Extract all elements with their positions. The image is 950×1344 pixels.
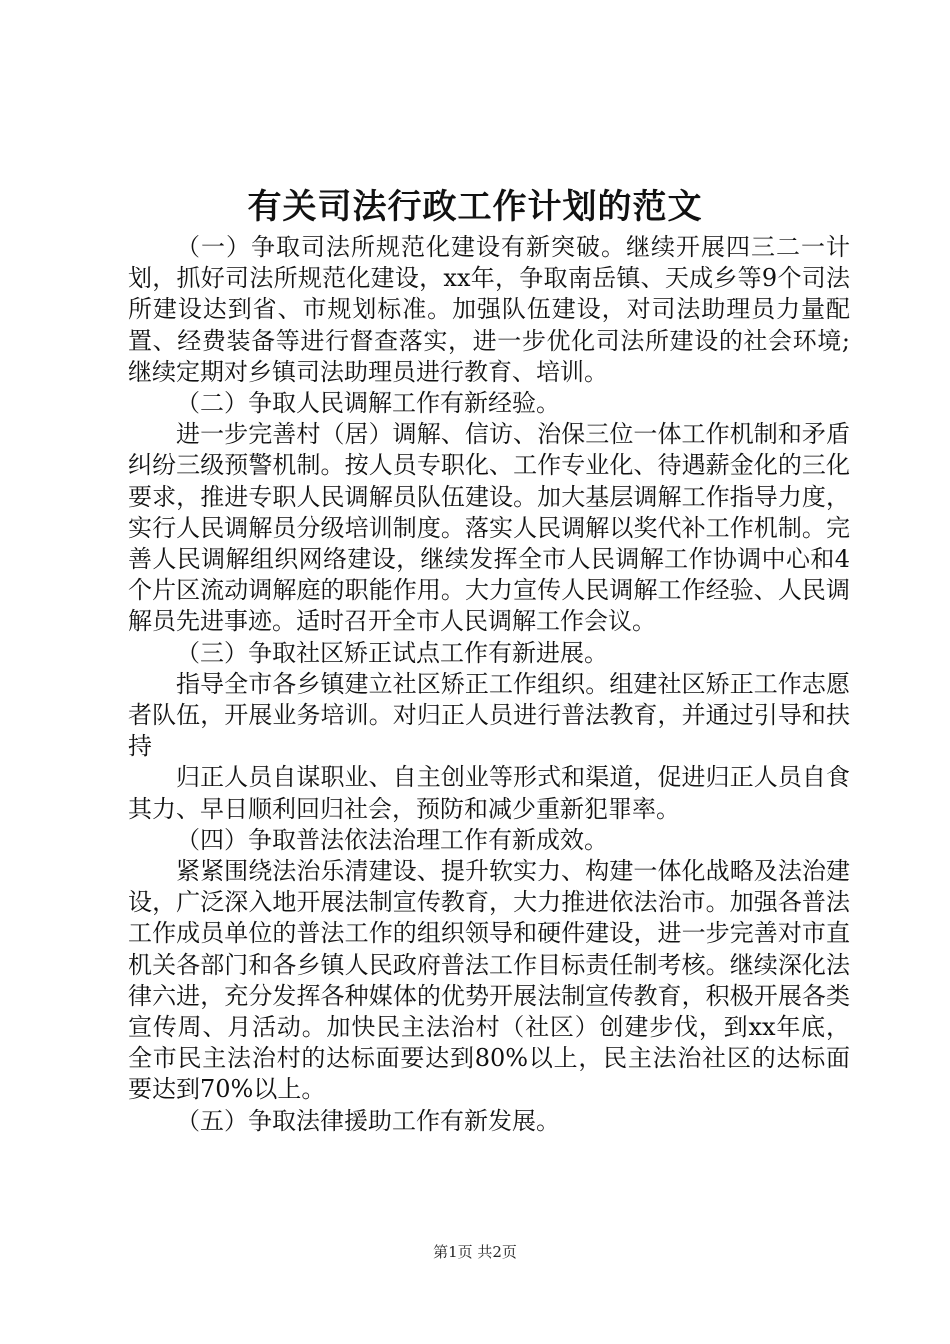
page-footer: 第1页 共2页 [433,1243,517,1261]
document-title: 有关司法行政工作计划的范文 [247,187,703,227]
paragraph-2: 进一步完善村（居）调解、信访、治保三位一体工作机制和矛盾纠纷三级预警机制。按人员专职化、工作专业化、待遇薪金化的三化要求，推进专职人民调解员队伍建设。加大基层调解工作指导力度，实行人民调解员分级培训制度。落实人民调解以奖代补工作机制。完善人民调解组织网络建设，继续发挥全市人民调解工作协调中心和4个片区流动调解庭的职能作用。大力宣传人民调解工作经验、人民调解员先进事迹。适时召开全市人民调解工作会议。 [128,420,850,636]
document-body [128,232,850,1137]
paragraph-3a: 指导全市各乡镇建立社区矫正工作组织。组建社区矫正工作志愿者队伍，开展业务培训。对归正人员进行普法教育，并通过引导和扶持 [128,669,850,761]
paragraph-1: （一）争取司法所规范化建设有新突破。继续开展四三二一计划，抓好司法所规范化建设，xx年，争取南岳镇、天成乡等9个司法所建设达到省、市规划标准。加强队伍建设，对司法助理员力量配置、经费装备等进行督查落实，进一步优化司法所建设的社会环境;继续定期对乡镇司法助理员进行教育、培训。 [128,233,850,386]
paragraph-3b: 归正人员自谋职业、自主创业等形式和渠道，促进归正人员自食其力、早日顺利回归社会，预防和减少重新犯罪率。 [128,763,850,823]
section-heading-2: （二）争取人民调解工作有新经验。 [176,389,560,418]
section-heading-5: （五）争取法律援助工作有新发展。 [176,1106,560,1135]
section-heading-3: （三）争取社区矫正试点工作有新进展。 [176,638,608,667]
section-heading-4: （四）争取普法依法治理工作有新成效。 [176,825,608,854]
paragraph-4: 紧紧围绕法治乐清建设、提升软实力、构建一体化战略及法治建设，广泛深入地开展法制宣传教育，大力推进依法治市。加强各普法工作成员单位的普法工作的组织领导和硬件建设，进一步完善对市直机关各部门和各乡镇人民政府普法工作目标责任制考核。继续深化法律六进，充分发挥各种媒体的优势开展法制宣传教育，积极开展各类宣传周、月活动。加快民主法治村（社区）创建步伐，到xx年底，全市民主法治村的达标面要达到80%以上，民主法治社区的达标面要达到70%以上。 [128,857,850,1104]
